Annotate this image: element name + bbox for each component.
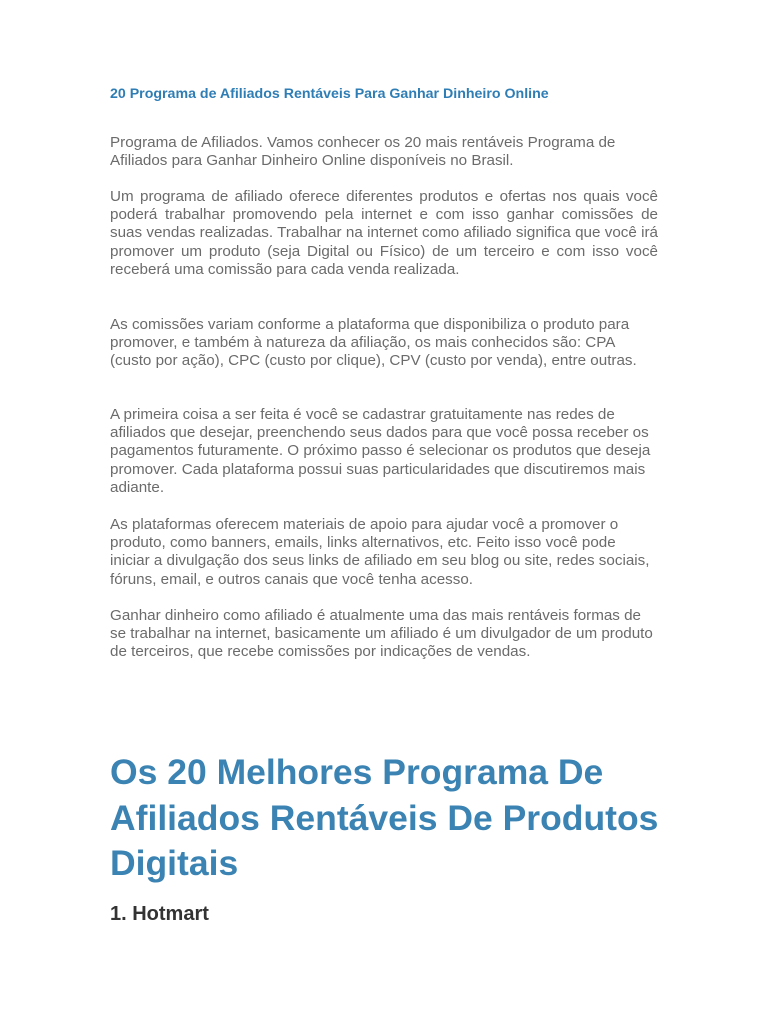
section-heading: Os 20 Melhores Programa De Afiliados Rentáveis De Produtos Digitais — [110, 752, 659, 883]
document-title: 20 Programa de Afiliados Rentáveis Para Ganhar Dinheiro Online — [110, 86, 549, 102]
affiliate-definition-paragraph: Um programa de afiliado oferece diferentes produtos e ofertas nos quais você poderá trabalhar promovendo pela internet e com isso ganhar comissões de suas vendas realizadas. Trabalhar na internet como afiliado significa que você irá promover um produto (seja Digital ou Físico) de um terceiro e com isso você receberá uma comissão para cada venda realizada. — [110, 188, 658, 278]
registration-paragraph: A primeira coisa a ser feita é você se cadastrar gratuitamente nas redes de afiliados que desejar, preenchendo seus dados para que você possa receber os pagamentos futuramente. O próximo passo é selecionar os produtos que deseja promover. Cada plataforma possui suas particularidades que discutiremos mais adiante. — [110, 406, 651, 496]
conclusion-paragraph: Ganhar dinheiro como afiliado é atualmente uma das mais rentáveis formas de se trabalhar na internet, basicamente um afiliado é um divulgador de um produto de terceiros, que recebe comissões por indicações de vendas. — [110, 607, 653, 661]
item-heading-hotmart: 1. Hotmart — [110, 903, 209, 925]
commissions-paragraph: As comissões variam conforme a plataforma que disponibiliza o produto para promover, e também à natureza da afiliação, os mais conhecidos são: CPA (custo por ação), CPC (custo por clique), CPV (custo por venda), entre outras. — [110, 316, 637, 370]
support-materials-paragraph: As plataformas oferecem materiais de apoio para ajudar você a promover o produto, como banners, emails, links alternativos, etc. Feito isso você pode iniciar a divulgação dos seus links de afiliado em seu blog ou site, redes sociais, fóruns, email, e outros canais que você tenha acesso. — [110, 516, 650, 588]
intro-paragraph: Programa de Afiliados. Vamos conhecer os 20 mais rentáveis Programa de Afiliados para Ganhar Dinheiro Online disponíveis no Brasil. — [110, 134, 616, 170]
